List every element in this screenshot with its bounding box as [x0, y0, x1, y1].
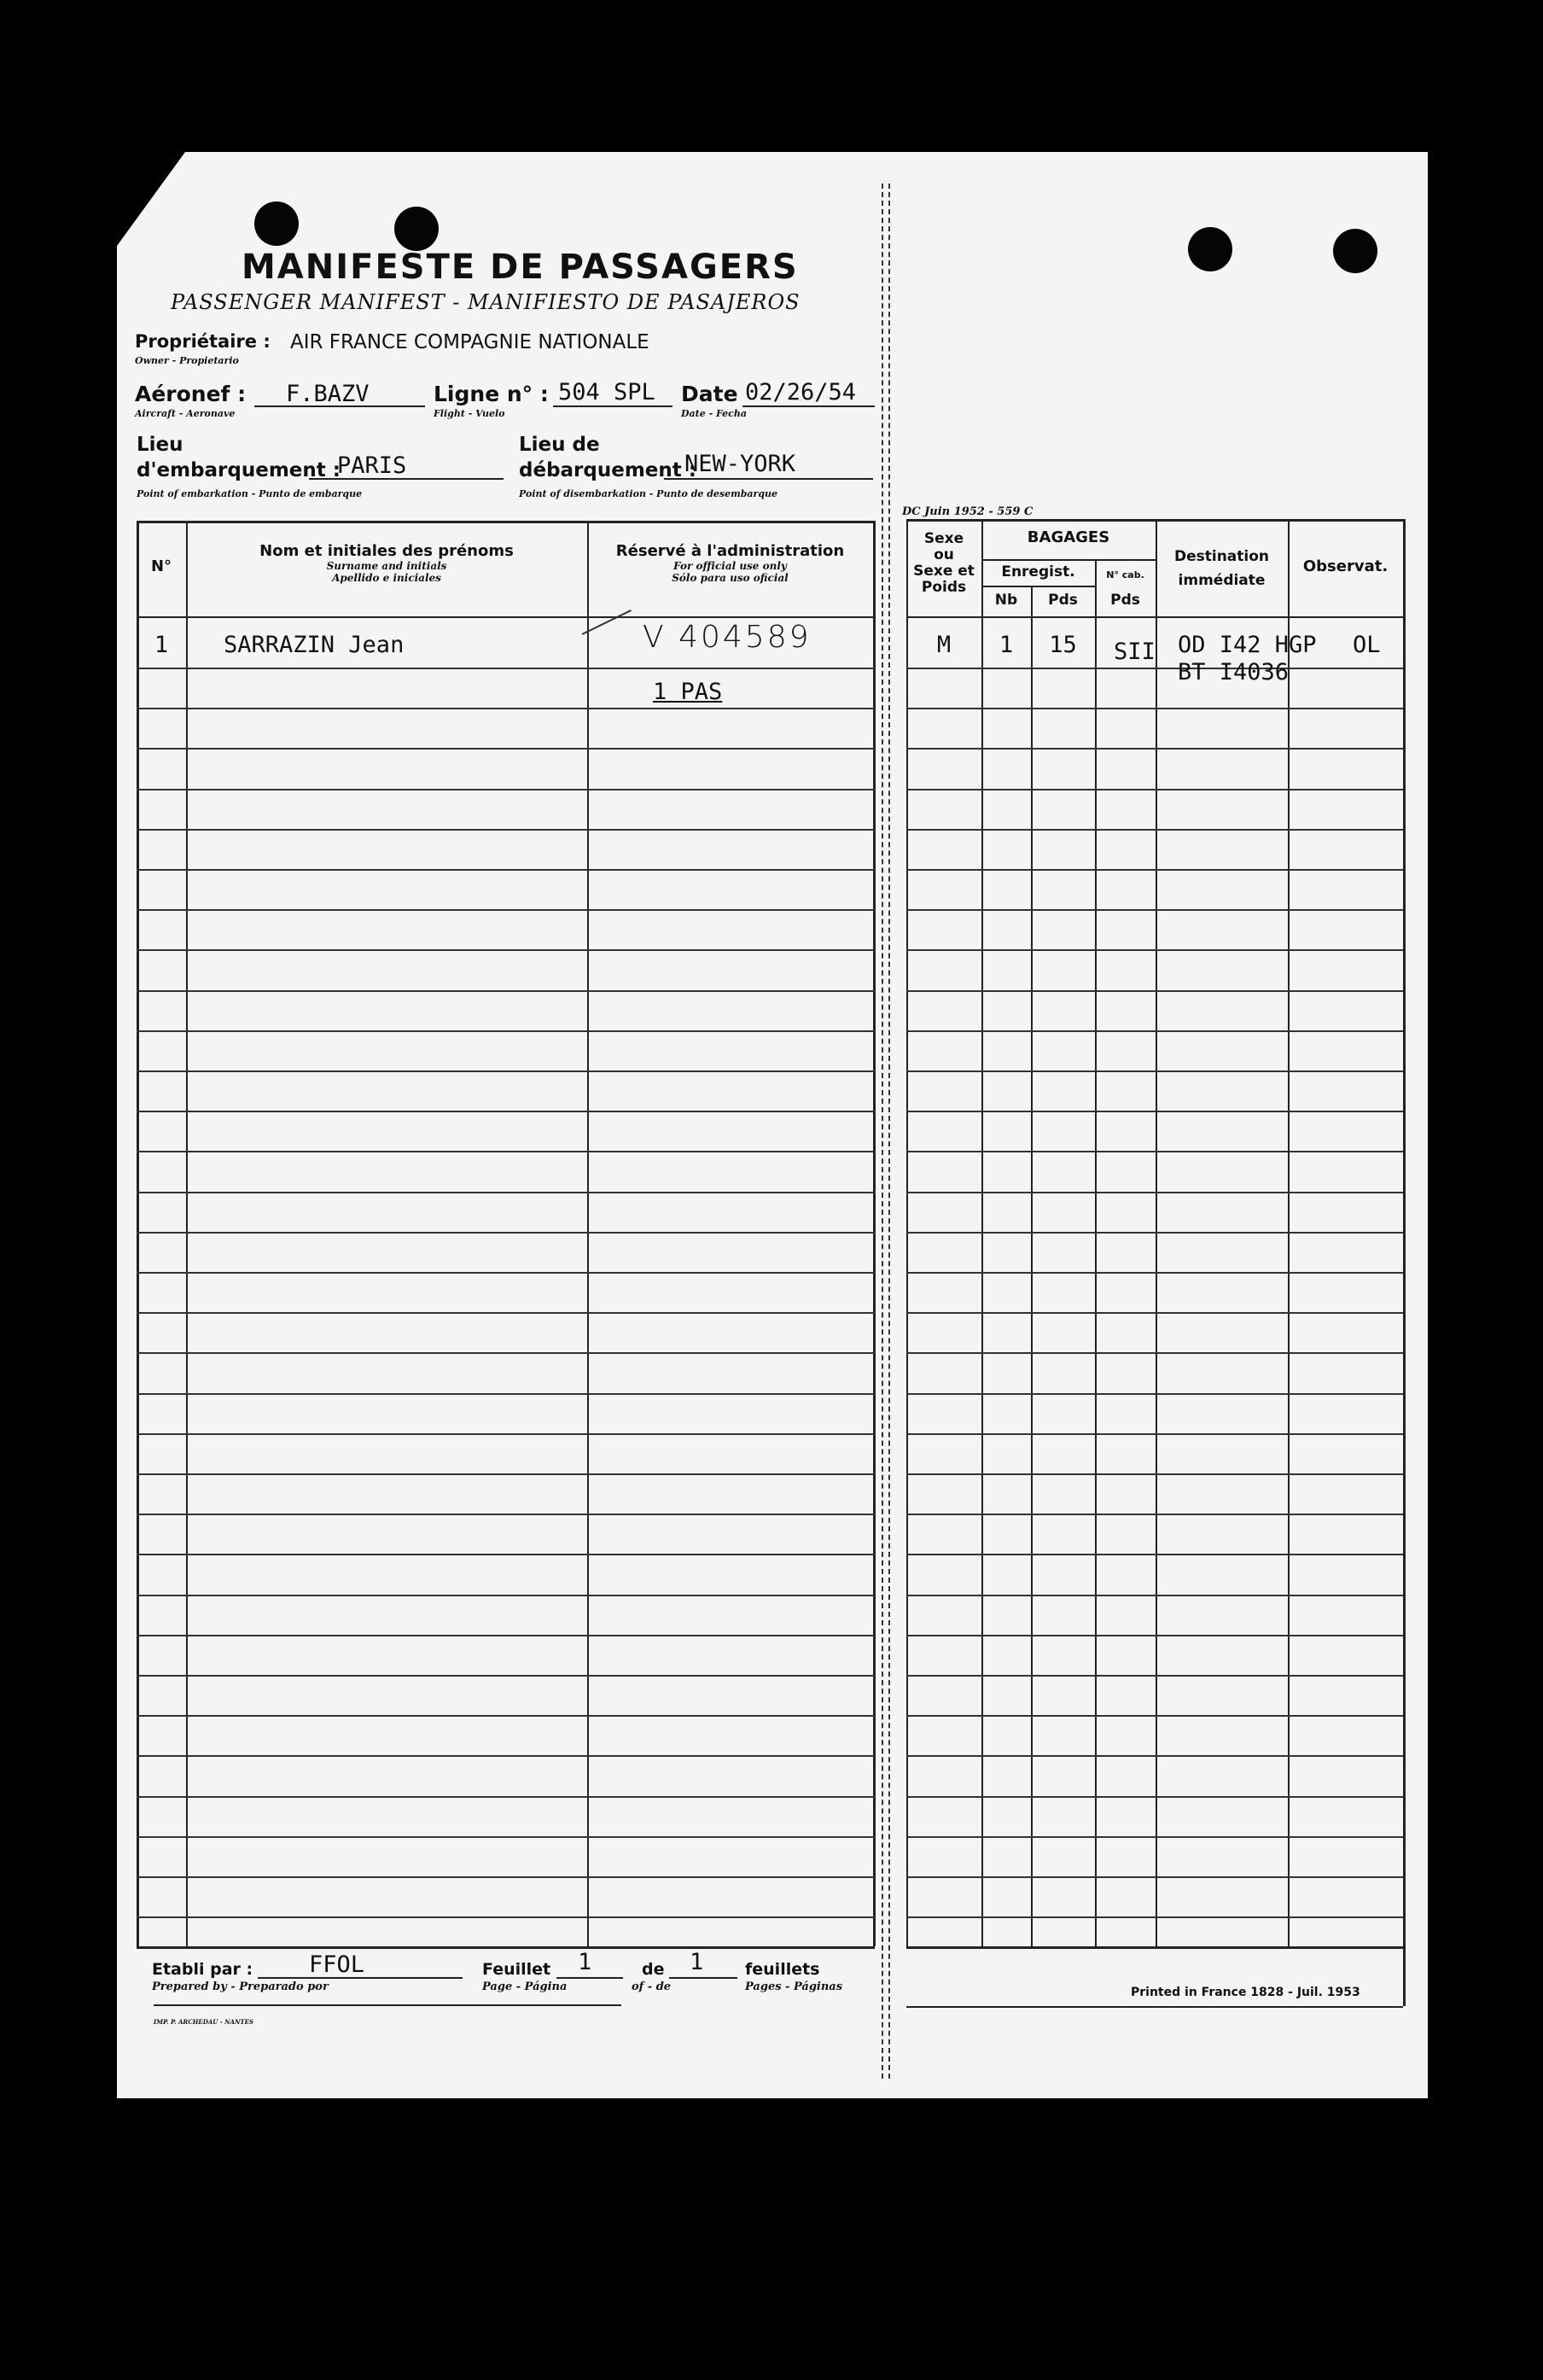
- owner-sublabel: Owner - Propietario: [135, 355, 239, 366]
- sheets-label: feuillets: [745, 1960, 820, 1979]
- table-row-line: [906, 1514, 1403, 1515]
- table-row-line: [137, 1554, 875, 1555]
- table-row-line: [906, 1473, 1403, 1475]
- sheet-label: Feuillet: [482, 1960, 551, 1979]
- table-row-line: [137, 708, 875, 709]
- table-row-line: [137, 1070, 875, 1072]
- disembarkation-value: NEW-YORK: [684, 451, 796, 477]
- row-1-admin: V 404589: [643, 620, 812, 655]
- date-value: 02/26/54: [745, 379, 857, 405]
- col-header-sex-3: Sexe et: [913, 563, 975, 580]
- col-header-observations: Observat.: [1302, 557, 1389, 575]
- table-row-line: [137, 1393, 875, 1395]
- table-row-line: [137, 1473, 875, 1475]
- row-1-bag-weight: 15: [1049, 632, 1077, 658]
- table-row-line: [137, 1635, 875, 1636]
- table-row-line: [906, 1192, 1403, 1193]
- col-header-admin-label: Réservé à l'administration: [615, 542, 845, 560]
- disembarkation-sublabel: Point of disembarkation - Punto de desembarque: [519, 488, 778, 499]
- embarkation-value: PARIS: [337, 452, 407, 479]
- table-row-line: [906, 1796, 1403, 1798]
- table-row-line: [906, 1030, 1403, 1032]
- col-header-sex: [906, 531, 981, 596]
- col-header-nb: Nb: [994, 592, 1018, 609]
- torn-corner: [117, 152, 185, 246]
- col-header-cab-no: N° cab.: [1106, 569, 1144, 580]
- printed-in-france: Printed in France 1828 - Juil. 1953: [1131, 1986, 1360, 1999]
- embarkation-label-2: d'embarquement :: [137, 459, 341, 481]
- table-row-line: [137, 1876, 875, 1878]
- col-header-admin-sub-2: Sólo para uso oficial: [672, 572, 789, 584]
- row-1-no: 1: [154, 632, 169, 658]
- col-header-destination: [1156, 545, 1288, 592]
- col-header-cab-pds: Pds: [1110, 592, 1140, 609]
- table-row-line: [906, 1272, 1403, 1274]
- row-1-bag-count: 1: [999, 632, 1014, 658]
- row-1-cabin: SII: [1114, 639, 1156, 665]
- table-row-line: [137, 1232, 875, 1234]
- disembarkation-label-1: Lieu de: [519, 434, 600, 456]
- col-header-sex-1: Sexe: [923, 530, 964, 547]
- col-header-no: N°: [150, 557, 172, 575]
- col-header-name-sub-1: Surname and initials: [326, 560, 447, 572]
- table-row-line: [906, 1916, 1403, 1918]
- punch-hole: [394, 207, 439, 251]
- table-row-line: [137, 949, 875, 951]
- prepared-by-sublabel: Prepared by - Preparado por: [152, 1980, 329, 1993]
- table-row-line: [906, 1675, 1403, 1677]
- row-1-sex: M: [936, 632, 952, 658]
- col-header-pds: Pds: [1048, 592, 1078, 609]
- table-row-line: [137, 1675, 875, 1677]
- printer-imprint: IMP. P. ARCHEDAU - NANTES: [154, 2018, 253, 2026]
- table-row-line: [137, 1352, 875, 1354]
- table-row-line: [906, 949, 1403, 951]
- table-row-line: [137, 1514, 875, 1515]
- table-row-line: [137, 1151, 875, 1152]
- aircraft-value: F.BAZV: [286, 381, 370, 407]
- col-header-dest-2: immédiate: [1178, 572, 1266, 589]
- sheet-of-value: 1: [690, 1949, 704, 1975]
- table-row-line: [137, 1595, 875, 1596]
- table-row-line: [906, 1312, 1403, 1314]
- table-row-line: [137, 1030, 875, 1032]
- col-header-admin: [587, 543, 873, 584]
- disembarkation-label-2: débarquement :: [519, 459, 696, 481]
- table-row-line: [906, 1433, 1403, 1435]
- flight-label: Ligne n° :: [434, 382, 549, 406]
- table-row-line: [137, 748, 875, 750]
- table-row-line: [137, 1755, 875, 1757]
- row-1-admin-2: 1 PAS: [653, 679, 723, 705]
- table-row-line: [137, 1836, 875, 1838]
- table-row-line: [906, 869, 1403, 871]
- form-subtitle: PASSENGER MANIFEST - MANIFIESTO DE PASAJEROS: [171, 290, 801, 314]
- embarkation-sublabel: Point of embarkation - Punto de embarque: [137, 488, 363, 499]
- table-row-line: [906, 1554, 1403, 1555]
- sheet-value: 1: [578, 1949, 592, 1975]
- table-row-line: [906, 1876, 1403, 1878]
- manifest-sheet: [117, 152, 1428, 2098]
- table-row-line: [906, 1393, 1403, 1395]
- col-header-sex-2: ou: [934, 546, 954, 563]
- table-row-line: [137, 1192, 875, 1193]
- col-header-dest-1: Destination: [1173, 548, 1270, 565]
- date-label: Date: [681, 382, 738, 406]
- aircraft-sublabel: Aircraft - Aeronave: [135, 408, 236, 419]
- sheet-of-sublabel: of - de: [632, 1980, 672, 1993]
- table-row-line: [906, 909, 1403, 911]
- row-1-destination: OD I42 HGP: [1178, 632, 1317, 658]
- owner-value: AIR FRANCE COMPAGNIE NATIONALE: [290, 331, 649, 353]
- sheets-sublabel: Pages - Páginas: [745, 1980, 843, 1993]
- flight-value: 504 SPL: [558, 379, 655, 405]
- table-row-line: [906, 1151, 1403, 1152]
- col-header-name: [186, 543, 587, 584]
- col-header-baggage: BAGAGES: [1027, 528, 1110, 546]
- table-row-line: [906, 990, 1403, 992]
- table-row-line: [906, 1595, 1403, 1596]
- table-row-line: [906, 1635, 1403, 1636]
- table-row-line: [906, 1111, 1403, 1112]
- table-row-line: [137, 1715, 875, 1717]
- table-row-line: [906, 1070, 1403, 1072]
- col-header-name-label: Nom et initiales des prénoms: [259, 542, 514, 560]
- table-row-line: [906, 1232, 1403, 1234]
- table-row-line: [906, 829, 1403, 831]
- table-row-line: [906, 1352, 1403, 1354]
- sheet-sublabel: Page - Página: [482, 1980, 568, 1993]
- table-row-line: [906, 748, 1403, 750]
- col-header-name-sub-2: Apellido e iniciales: [332, 572, 441, 584]
- row-1-destination-2: BT I4036: [1178, 659, 1290, 685]
- table-row-line: [137, 829, 875, 831]
- table-row-line: [137, 1916, 875, 1918]
- table-row-line: [137, 869, 875, 871]
- col-header-admin-sub-1: For official use only: [673, 560, 787, 572]
- table-row-line: [906, 1836, 1403, 1838]
- form-title: MANIFESTE DE PASSAGERS: [242, 248, 799, 287]
- prepared-by-label: Etabli par :: [152, 1960, 253, 1979]
- table-row-line: [906, 1715, 1403, 1717]
- table-row-line: [906, 1755, 1403, 1757]
- col-header-sex-4: Poids: [921, 579, 967, 596]
- flight-sublabel: Flight - Vuelo: [434, 408, 505, 419]
- table-row-line: [137, 909, 875, 911]
- embarkation-label-1: Lieu: [137, 434, 183, 456]
- table-row-line: [137, 668, 875, 669]
- table-row-line: [137, 1796, 875, 1798]
- table-row-line: [137, 990, 875, 992]
- punch-hole: [1333, 229, 1377, 273]
- perforation-line: [882, 184, 890, 2079]
- sheet-of-label: de: [642, 1960, 665, 1979]
- table-row-line: [137, 1272, 875, 1274]
- punch-hole: [1188, 227, 1232, 271]
- table-row-line: [906, 708, 1403, 709]
- table-row-line: [137, 1111, 875, 1112]
- table-row-line: [906, 789, 1403, 790]
- row-1-observations: OL: [1353, 632, 1381, 658]
- punch-hole: [254, 201, 299, 246]
- table-row-line: [137, 1433, 875, 1435]
- table-row-line: [906, 668, 1403, 669]
- prepared-by-value: FFOL: [309, 1951, 365, 1978]
- row-1-name: SARRAZIN Jean: [224, 632, 405, 658]
- table-row-line: [137, 789, 875, 790]
- table-row-line: [137, 1312, 875, 1314]
- date-sublabel: Date - Fecha: [681, 408, 747, 419]
- owner-label: Propriétaire :: [135, 331, 271, 352]
- form-code: DC Juin 1952 - 559 C: [902, 505, 1034, 518]
- col-header-registered: Enregist.: [1001, 563, 1075, 580]
- aircraft-label: Aéronef :: [135, 382, 247, 406]
